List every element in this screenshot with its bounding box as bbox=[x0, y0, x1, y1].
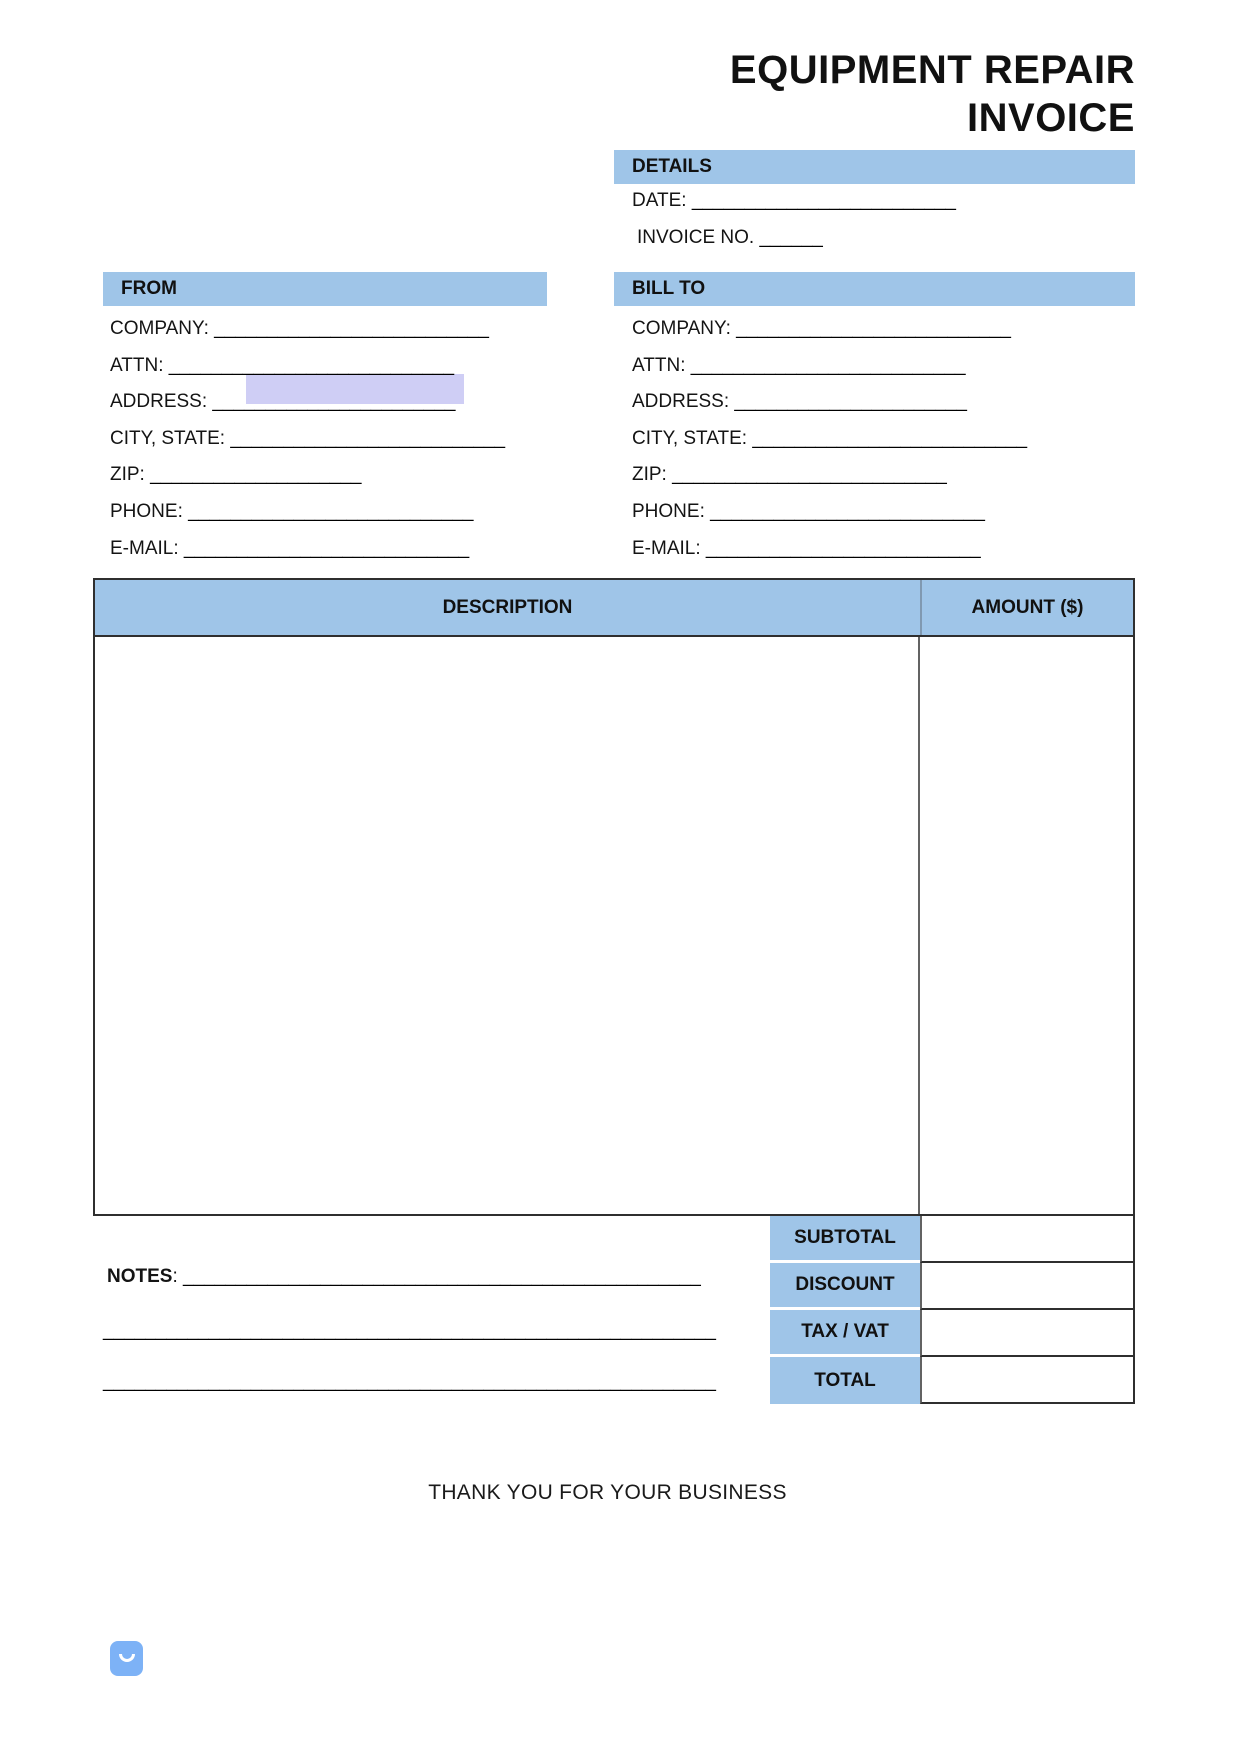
totals-summary bbox=[770, 1216, 1135, 1404]
from-section-header bbox=[103, 272, 547, 306]
bill-to-attn-input-line[interactable]: __________________________ bbox=[690, 354, 966, 376]
from-section-header-label: FROM bbox=[121, 278, 177, 299]
amount-column-header: AMOUNT ($) bbox=[920, 580, 1133, 635]
bill-to-city-state-row bbox=[632, 428, 1027, 465]
bill-to-address-label: ADDRESS: bbox=[632, 391, 730, 413]
from-phone-input-line[interactable]: ___________________________ bbox=[188, 500, 474, 522]
from-attn-row bbox=[110, 355, 505, 392]
bill-to-phone-input-line[interactable]: __________________________ bbox=[710, 500, 985, 522]
bill-to-zip-label: ZIP: bbox=[632, 464, 667, 486]
bill-to-email-input-line[interactable]: __________________________ bbox=[705, 537, 981, 559]
description-cell[interactable] bbox=[95, 637, 920, 1214]
from-city-state-row bbox=[110, 428, 505, 465]
from-city-state-label: CITY, STATE: bbox=[110, 427, 226, 449]
bill-to-company-input-line[interactable]: __________________________ bbox=[736, 318, 1011, 339]
date-label: DATE: bbox=[632, 190, 687, 211]
notes-separator: : bbox=[172, 1266, 178, 1287]
discount-value-cell[interactable] bbox=[920, 1263, 1135, 1310]
from-email-row bbox=[110, 538, 505, 575]
invoice-no-label: INVOICE NO. bbox=[637, 227, 755, 248]
bill-to-city-state-input-line[interactable]: __________________________ bbox=[752, 427, 1028, 449]
subtotal-value-cell[interactable] bbox=[920, 1216, 1135, 1263]
items-table-body bbox=[95, 637, 1133, 1214]
brand-logo-icon bbox=[110, 1641, 143, 1676]
tax-vat-value-cell[interactable] bbox=[920, 1310, 1135, 1357]
items-table-header bbox=[95, 580, 1133, 637]
bill-to-phone-row bbox=[632, 501, 1027, 538]
from-address-row bbox=[110, 391, 505, 428]
from-zip-input-line[interactable]: ____________________ bbox=[150, 464, 362, 486]
bill-to-company-row bbox=[632, 318, 1027, 355]
subtotal-label: SUBTOTAL bbox=[770, 1216, 920, 1263]
total-row bbox=[770, 1357, 1135, 1404]
smile-icon bbox=[119, 1654, 135, 1662]
from-company-input-line[interactable]: __________________________ bbox=[214, 318, 489, 339]
from-address-input-line[interactable]: _______________________ bbox=[212, 391, 456, 413]
subtotal-row bbox=[770, 1216, 1135, 1263]
discount-label: DISCOUNT bbox=[770, 1263, 920, 1310]
from-address-label: ADDRESS: bbox=[110, 391, 208, 413]
bill-to-zip-input-line[interactable]: __________________________ bbox=[672, 464, 947, 486]
total-value-cell[interactable] bbox=[920, 1357, 1135, 1404]
items-table bbox=[93, 578, 1135, 1216]
page-title-line1: EQUIPMENT REPAIR bbox=[729, 48, 1135, 92]
bill-to-address-input-line[interactable]: ______________________ bbox=[734, 391, 967, 413]
tax-vat-row bbox=[770, 1310, 1135, 1357]
tax-vat-label: TAX / VAT bbox=[770, 1310, 920, 1357]
from-zip-label: ZIP: bbox=[110, 464, 145, 486]
from-email-input-line[interactable]: ___________________________ bbox=[183, 537, 470, 559]
from-company-label: COMPANY: bbox=[110, 318, 209, 339]
from-zip-row bbox=[110, 464, 505, 501]
total-label: TOTAL bbox=[770, 1357, 920, 1404]
thank-you-message: THANK YOU FOR YOUR BUSINESS bbox=[428, 1481, 787, 1504]
notes-row bbox=[107, 1266, 701, 1288]
date-input-line[interactable]: _________________________ bbox=[691, 190, 957, 211]
from-attn-label: ATTN: bbox=[110, 354, 164, 376]
discount-row bbox=[770, 1263, 1135, 1310]
bill-to-phone-label: PHONE: bbox=[632, 500, 705, 522]
bill-to-email-label: E-MAIL: bbox=[632, 537, 701, 559]
from-phone-label: PHONE: bbox=[110, 500, 183, 522]
bill-to-email-row bbox=[632, 538, 1027, 575]
page-title bbox=[730, 46, 1135, 142]
bill-to-address-row bbox=[632, 391, 1027, 428]
from-attn-input-line[interactable]: ___________________________ bbox=[168, 354, 455, 376]
bill-to-zip-row bbox=[632, 464, 1027, 501]
from-fields bbox=[110, 318, 505, 574]
bill-to-fields bbox=[632, 318, 1027, 574]
invoice-no-field-row bbox=[632, 227, 956, 264]
bill-to-company-label: COMPANY: bbox=[632, 318, 731, 339]
notes-input-line-1[interactable]: _________________________________________________ bbox=[183, 1266, 701, 1287]
from-email-label: E-MAIL: bbox=[110, 537, 179, 559]
description-column-header: DESCRIPTION bbox=[442, 596, 573, 618]
from-city-state-input-line[interactable]: __________________________ bbox=[230, 427, 506, 449]
invoice-no-input-line[interactable]: ______ bbox=[759, 227, 823, 248]
bill-to-city-state-label: CITY, STATE: bbox=[632, 427, 748, 449]
bill-to-attn-row bbox=[632, 355, 1027, 392]
details-section-header bbox=[614, 150, 1135, 184]
date-field-row bbox=[632, 190, 956, 227]
notes-label: NOTES bbox=[107, 1266, 173, 1287]
bill-to-attn-label: ATTN: bbox=[632, 354, 686, 376]
details-fields bbox=[632, 190, 956, 264]
bill-to-section-header-label: BILL TO bbox=[632, 278, 706, 299]
details-section-header-label: DETAILS bbox=[632, 156, 712, 177]
notes-input-line-2[interactable]: __________________________________________________________ bbox=[103, 1320, 716, 1341]
amount-cell[interactable] bbox=[920, 637, 1133, 1214]
page-title-line2: INVOICE bbox=[967, 96, 1135, 140]
bill-to-section-header bbox=[614, 272, 1135, 306]
from-company-row bbox=[110, 318, 505, 355]
notes-input-line-3[interactable]: __________________________________________________________ bbox=[103, 1371, 716, 1392]
from-phone-row bbox=[110, 501, 505, 538]
